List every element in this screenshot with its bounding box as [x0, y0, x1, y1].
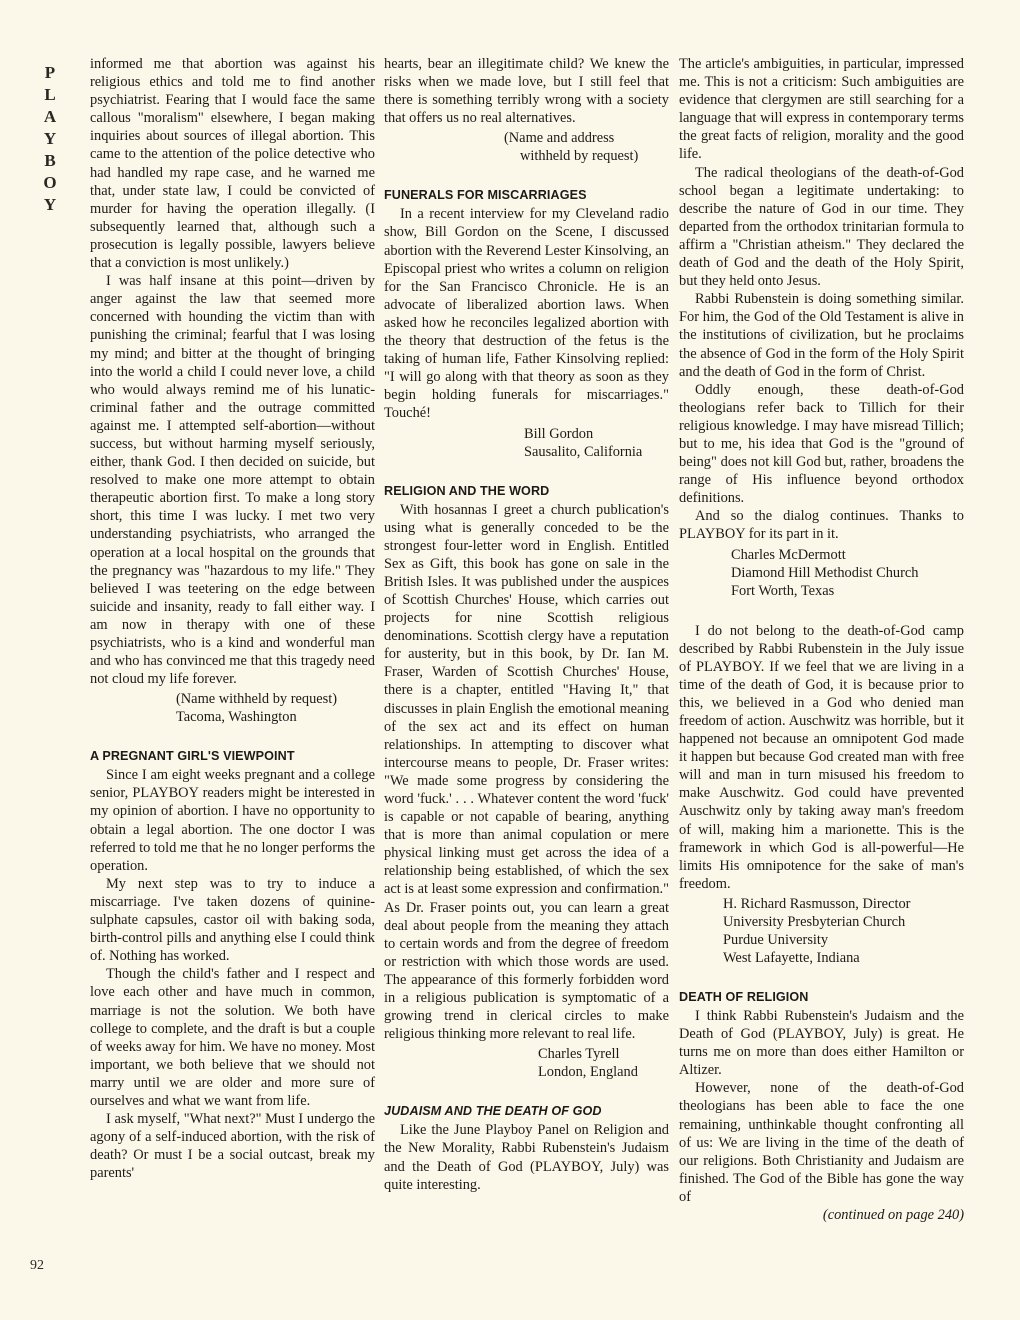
paragraph: Rabbi Rubenstein is doing something similar. For him, the God of the Old Testament is alive in the institutions of civilization, but he proclaims the absence of God in the form of the Holy Spirit and the death of God in the form of Christ. [679, 291, 964, 380]
paragraph: I ask myself, "What next?" Must I undergo the agony of a self-induced abortion, with the risk of death? Or must I be a social outcast, break my parents' [90, 1111, 375, 1182]
paragraph: Though the child's father and I respect and love each other and have much in common, marriage is not the solution. We both have college to complete, and the draft is but a couple of weeks away for him. We have no money. Most important, we both believe that we should not marry until we are older and more sure of ourselves and what we want from life. [90, 966, 375, 1109]
section-heading: JUDAISM AND THE DEATH OF GOD [384, 1104, 602, 1119]
signature [90, 690, 375, 726]
signature-location: Fort Worth, Texas [731, 582, 835, 599]
signature [679, 546, 964, 600]
signature-location: West Lafayette, Indiana [723, 949, 860, 966]
signature-name: (Name withheld by request) [176, 691, 338, 708]
paragraph: I do not belong to the death-of-God camp described by Rabbi Rubenstein in the July issue of PLAYBOY. If we feel that we are living in a time of the death of God, it is because prior to this, we believed in a God who denied man freedom of action. Auschwitz was horrible, but it happened not because an omnipotent God made it happen but because God created man with free will and man in turn misused his freedom to make Auschwitz. God could have prevented Auschwitz only by taking away man's freedom of will, making him a marionette. This is the framework in which God is all-powerful—He limits His omnipotence for the sake of man's freedom. [679, 622, 964, 892]
paragraph: informed me that abortion was against his religious ethics and told me to find another psychiatrist. Fearing that I would face the same callous "moralism" elsewhere, I began making inquiries about sources of illegal abortion. This came to the attention of the police detective who had handled my rape case, and he warned me that, under state law, I could be convicted of murder for having the operation illegally. (I subsequently learned that, although such a prosecution is legally possible, lawyers believe that a conviction is most unlikely.) [90, 56, 375, 272]
signature-location: withheld by request) [520, 148, 639, 165]
logo-letter: L [44, 85, 56, 104]
logo-letter: O [43, 173, 57, 192]
signature [679, 895, 964, 967]
paragraph: In a recent interview for my Cleveland radio show, Bill Gordon on the Scene, I discussed abortion with the Reverend Lester Kinsolving, an Episcopal priest who writes a column on religion for the San Francisco Chronicle. He is an advocate of liberalized abortion laws. When asked how he reconciles legalized abortion with the theory that destruction of the fetus is the taking of human life, Father Kinsolving replied: "I will go along with that theory as soon as they begin holding funerals for miscarriages." Touché! [384, 206, 669, 422]
paragraph: The radical theologians of the death-of-God school began a legitimate undertaking: to describe the nature of God in our time. They departed from the orthodox trinitarian formula to affirm a "Christian atheism." They declared the death of God and the death of the Holy Spirit, but they held onto Jesus. [679, 164, 964, 290]
signature-location: London, England [538, 1064, 638, 1081]
signature [384, 425, 669, 461]
paragraph: I think Rabbi Rubenstein's Judaism and the Death of God (PLAYBOY, July) is great. He turns me on more than does either Hamilton or Altizer. [679, 1007, 964, 1079]
signature-name: (Name and address [504, 130, 615, 147]
signature-name: H. Richard Rasmusson, Director [723, 895, 911, 912]
section-heading: RELIGION AND THE WORD [384, 483, 550, 498]
signature-name: Charles McDermott [731, 546, 846, 563]
section-heading: DEATH OF RELIGION [679, 989, 809, 1004]
paragraph: I was half insane at this point—driven by anger against the law that seemed more concerned with hounding the victim than with punishing the criminal; fearful that I was losing my mind; and bitter at the thought of bringing into the world a child I could never love, a child who would always remind me of his lunatic-criminal father and the outrage committed against me. I attempted self-abortion—without success, but without harming myself seriously, either, thank God. I then decided on suicide, but resolved to make one more attempt to obtain therapeutic abortion first. To make a long story short, this time I was lucky. I met two very understanding psychiatrists, who arranged the operation at a local hospital on the grounds that the pregnancy was "hazardous to my life." They believed I was teetering on the edge between suicide and insanity, ready to fall either way. I am now in therapy with one of these psychiatrists, who is a kind and wonderful man and who has convinced me that this tragedy need not cloud my life forever. [90, 273, 375, 688]
logo-letter: Y [43, 195, 57, 214]
signature-name: Charles Tyrell [538, 1046, 620, 1063]
section-heading: A PREGNANT GIRL'S VIEWPOINT [90, 749, 295, 764]
signature-affiliation: Diamond Hill Methodist Church [731, 564, 919, 581]
signature-affiliation: Purdue University [723, 931, 829, 948]
page-number: 92 [30, 1258, 44, 1273]
paragraph: Like the June Playboy Panel on Religion and the New Morality, Rabbi Rubenstein's Judaism and the Death of God (PLAYBOY, July) was quite interesting. [384, 1122, 669, 1193]
section-heading: FUNERALS FOR MISCARRIAGES [384, 188, 587, 203]
column-1 [90, 55, 375, 1182]
signature-affiliation: University Presbyterian Church [723, 913, 906, 930]
logo-letter: B [44, 151, 56, 170]
paragraph: With hosannas I greet a church publication's using what is generally conceded to be the strongest four-letter word in English. Entitled Sex as Gift, this book has gone on sale in the British Isles. It was published under the auspices of Scottish Churches' House, which carries out projects for nine Scottish religious denominations. Scottish clergy have a reputation for austerity, but in this book, by Dr. Ian M. Fraser, Warden of Scottish Churches' House, there is a chapter, entitled "Having It," that discusses in plain English the emotional meaning of the sex act and its effect on human relationships. In attempting to discover what intercourse means to people, Dr. Fraser writes: "We made some progress by considering the word 'fuck.' . . . Whatever content the word 'fuck' is capable or not capable of bearing, anything that is more than animal copulation or mere physical linking must get across the idea of a relationship being established, of which the sex act is at least some expression and confirmation." As Dr. Fraser points out, you can learn a great deal about people from the meaning they attach to certain words and from the degree of freedom or restriction with which those words are used. The appearance of this formerly forbidden word in a religious publication is symptomatic of a growing trend in clerical circles to make religious thinking more relevant to real life. [384, 501, 669, 1043]
paragraph: However, none of the death-of-God theologians has been able to face the one remaining, unthinkable thought confronting all of us: We are living in the time of the death of our religions. Both Christianity and Judaism are finished. The God of the Bible has gone the way of [679, 1080, 964, 1205]
column-3 [679, 55, 964, 1224]
paragraph: Oddly enough, these death-of-God theologians refer back to Tillich for their religious knowledge. I may have misread Tillich; but to me, his idea that God is the "ground of being" does not kill God but, rather, broadens the range of His influence beyond orthodox definitions. [679, 381, 964, 507]
playboy-sidebar-logo [38, 62, 62, 216]
signature-name: Bill Gordon [524, 425, 594, 442]
signature [384, 1045, 669, 1081]
column-2 [384, 55, 669, 1194]
signature [384, 129, 669, 165]
logo-letter: P [44, 63, 56, 82]
signature-location: Sausalito, California [524, 443, 643, 460]
paragraph: My next step was to try to induce a miscarriage. I've taken dozens of quinine-sulphate capsules, castor oil with baking soda, birth-control pills and anything else I could think of. Nothing has worked. [90, 875, 375, 965]
paragraph: And so the dialog continues. Thanks to PLAYBOY for its part in it. [679, 508, 964, 543]
logo-letter: A [43, 107, 57, 126]
paragraph: The article's ambiguities, in particular, impressed me. This is not a criticism: Such ambiguities are evidence that clergymen are still searching for a language that will express in contemporary terms the great facts of religion, morality and the good life. [679, 56, 964, 163]
continued-note: (continued on page 240) [822, 1206, 964, 1223]
logo-letter: Y [43, 129, 57, 148]
paragraph: Since I am eight weeks pregnant and a college senior, PLAYBOY readers might be interested in my opinion of abortion. I have no opportunity to obtain a legal abortion. The one doctor I was referred to told me that he no longer performs the operation. [90, 767, 375, 874]
signature-location: Tacoma, Washington [176, 709, 297, 726]
paragraph: hearts, bear an illegitimate child? We knew the risks when we made love, but I still feel that there is something terribly wrong with a society that offers us no real alternatives. [384, 56, 669, 127]
